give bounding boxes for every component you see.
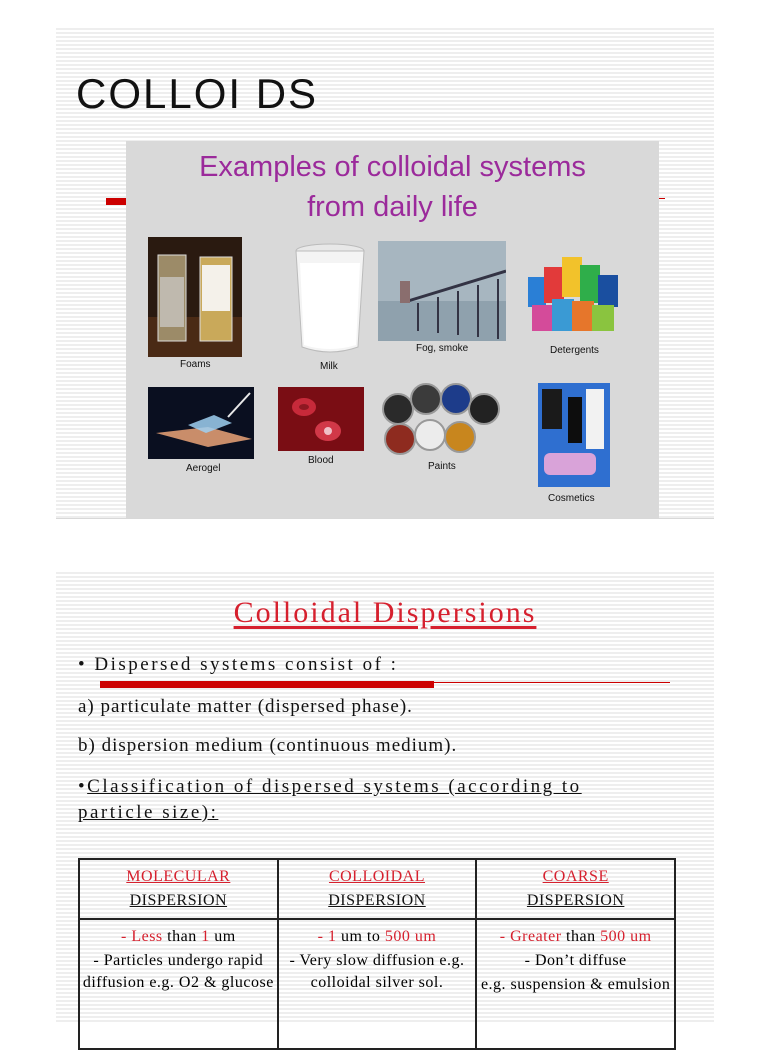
panel-title-line-2: from daily life [307, 191, 478, 223]
size-part: 500 um [600, 928, 652, 945]
size-part: um [209, 928, 236, 945]
bullet-classification [78, 774, 582, 826]
table-row [79, 919, 675, 1049]
cell-coarse [476, 919, 675, 1049]
cosmetics-image [538, 383, 610, 487]
bullet-mark: • [78, 776, 88, 797]
size-range [281, 926, 474, 948]
header-colloidal [278, 859, 477, 919]
header-bottom: DISPERSION [526, 892, 625, 909]
example-label: Milk [320, 361, 338, 372]
detergent-packages-image [524, 249, 624, 337]
aerogel-image [148, 387, 254, 459]
example-label: Aerogel [186, 463, 221, 474]
slide-title: COLLOI DS [76, 70, 319, 117]
cell-description: - Particles undergo rapid diffusion e.g. O2 & glucose [82, 952, 274, 991]
size-range [479, 926, 672, 948]
header-coarse [476, 859, 675, 919]
header-bottom: DISPERSION [129, 892, 228, 909]
examples-panel-title [126, 147, 659, 227]
slide-title-text: Colloidal Dispersions [233, 596, 537, 629]
size-part: than [561, 928, 601, 945]
size-range [82, 926, 275, 948]
examples-panel [126, 141, 659, 518]
example-label: Foams [180, 359, 211, 370]
dispersion-classification-table [78, 858, 676, 1050]
fog-pier-image [378, 241, 506, 341]
cell-molecular [79, 919, 278, 1049]
header-top: COARSE [542, 868, 609, 885]
slide-colloidal-dispersions [56, 570, 714, 1024]
accent-line [659, 198, 665, 199]
slide-title [56, 596, 714, 630]
accent-bar [100, 681, 434, 688]
header-top: COLLOIDAL [328, 868, 425, 885]
example-label: Paints [428, 461, 456, 472]
paint-cans-image [380, 381, 502, 457]
header-bottom: DISPERSION [328, 892, 426, 909]
table-header-row [79, 859, 675, 919]
cell-description: - Very slow diffusion e.g. colloidal silver sol. [289, 952, 465, 991]
panel-title-line-1: Examples of colloidal systems [199, 151, 586, 183]
classification-line-1: Classification of dispersed systems (according to [87, 776, 582, 797]
size-part: than [162, 928, 202, 945]
size-part: - Greater [499, 928, 562, 945]
foam-glasses-image [148, 237, 242, 357]
classification-line-2: particle size): [78, 802, 219, 823]
bullet-dispersed-systems: • Dispersed systems consist of : [78, 654, 399, 675]
example-label: Cosmetics [548, 493, 595, 504]
header-molecular [79, 859, 278, 919]
item-particulate-matter: a) particulate matter (dispersed phase). [78, 696, 413, 717]
accent-bar [106, 198, 128, 205]
size-part: um to [336, 928, 385, 945]
size-part: - Less [121, 928, 163, 945]
cell-colloidal [278, 919, 477, 1049]
slide-colloids [56, 26, 714, 519]
blood-cells-image [278, 387, 364, 451]
item-dispersion-medium: b) dispersion medium (continuous medium). [78, 735, 458, 756]
size-part: 1 [201, 928, 210, 945]
example-label: Blood [308, 455, 334, 466]
size-part: 500 um [384, 928, 437, 945]
milk-glass-image [294, 241, 366, 357]
header-top: MOLECULAR [126, 868, 231, 885]
example-label: Fog, smoke [416, 343, 469, 354]
example-label: Detergents [550, 345, 599, 356]
accent-line [434, 682, 670, 683]
size-part: - 1 [317, 928, 337, 945]
cell-description: - Don’t diffuse [524, 952, 627, 969]
cell-extra: e.g. suspension & emulsion [480, 976, 671, 993]
